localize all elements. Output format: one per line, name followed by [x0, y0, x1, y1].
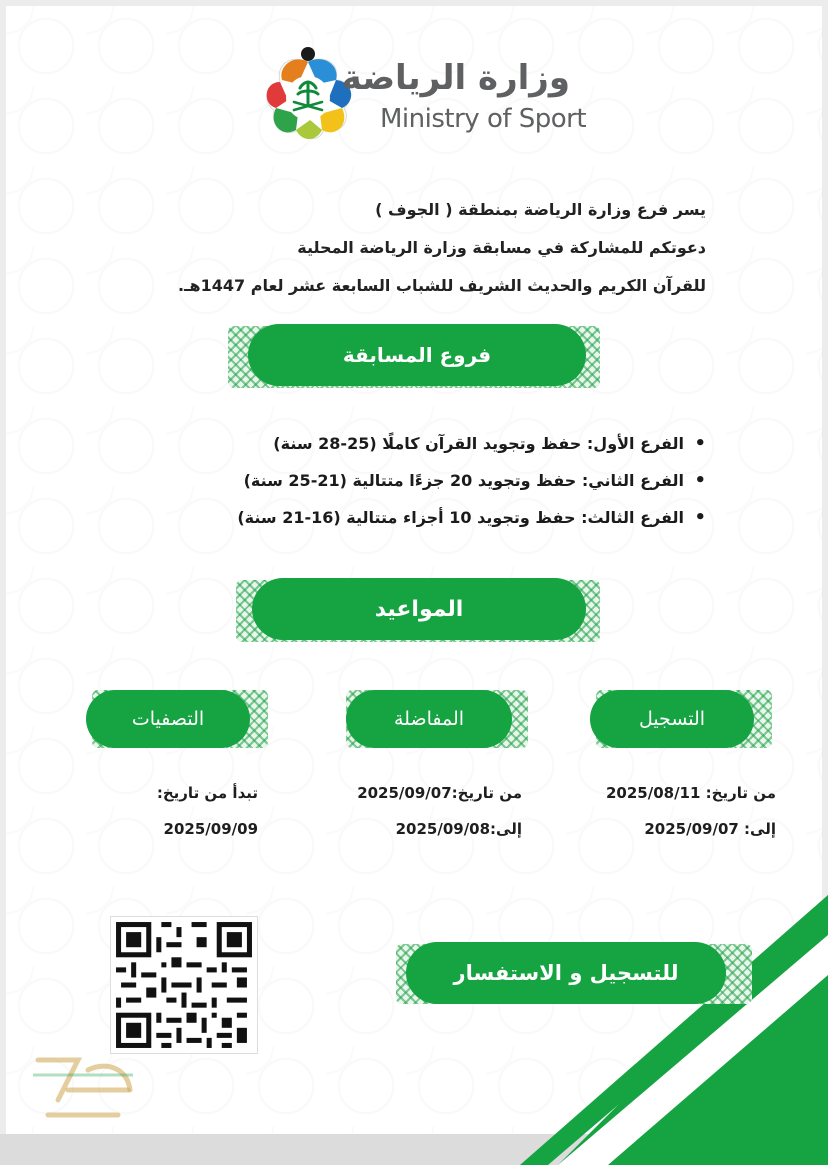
intro-line-3: للقرآن الكريم والحديث الشريف للشباب السابعة عشر لعام 1447هـ.	[177, 276, 706, 295]
intro-text	[106, 198, 706, 312]
intro-line-1: يسر فرع وزارة الرياضة بمنطقة ( الجوف )	[375, 200, 706, 219]
ministry-name-english: Ministry of Sport	[380, 104, 587, 134]
list-item: • الفرع الثالث: حفظ وتجويد 10 أجزاء متتالية (16-21 سنة)	[124, 506, 684, 530]
ministry-name-arabic: وزارة الرياضة	[341, 58, 570, 98]
selection-pill: المفاضلة	[346, 690, 512, 748]
selection-from: من تاريخ:2025/09/07	[357, 784, 522, 802]
list-item: • الفرع الثاني: حفظ وتجويد 20 جزءًا متتالية (21-25 سنة)	[124, 469, 684, 493]
selection-to: إلى:2025/09/08	[395, 820, 522, 838]
contact-pill: للتسجيل و الاستفسار	[406, 942, 726, 1004]
registration-from: من تاريخ: 2025/08/11	[605, 784, 776, 802]
registration-to: إلى: 2025/09/07	[644, 820, 776, 838]
green-corner-decoration-icon	[308, 895, 828, 1165]
intro-line-2: دعوتكم للمشاركة في مسابقة وزارة الرياضة المحلية	[297, 238, 706, 257]
qualifiers-pill: التصفيات	[86, 690, 250, 748]
list-item: • الفرع الأول: حفظ وتجويد القرآن كاملًا (25-28 سنة)	[124, 432, 684, 456]
qualifiers-from: تبدأ من تاريخ:	[156, 784, 258, 802]
branches-heading: فروع المسابقة	[248, 324, 586, 386]
qualifiers-to: 2025/09/09	[163, 820, 258, 838]
watermark-logo-icon	[18, 1030, 148, 1130]
registration-pill: التسجيل	[590, 690, 754, 748]
schedule-heading: المواعيد	[252, 578, 586, 640]
branches-list	[124, 432, 706, 543]
